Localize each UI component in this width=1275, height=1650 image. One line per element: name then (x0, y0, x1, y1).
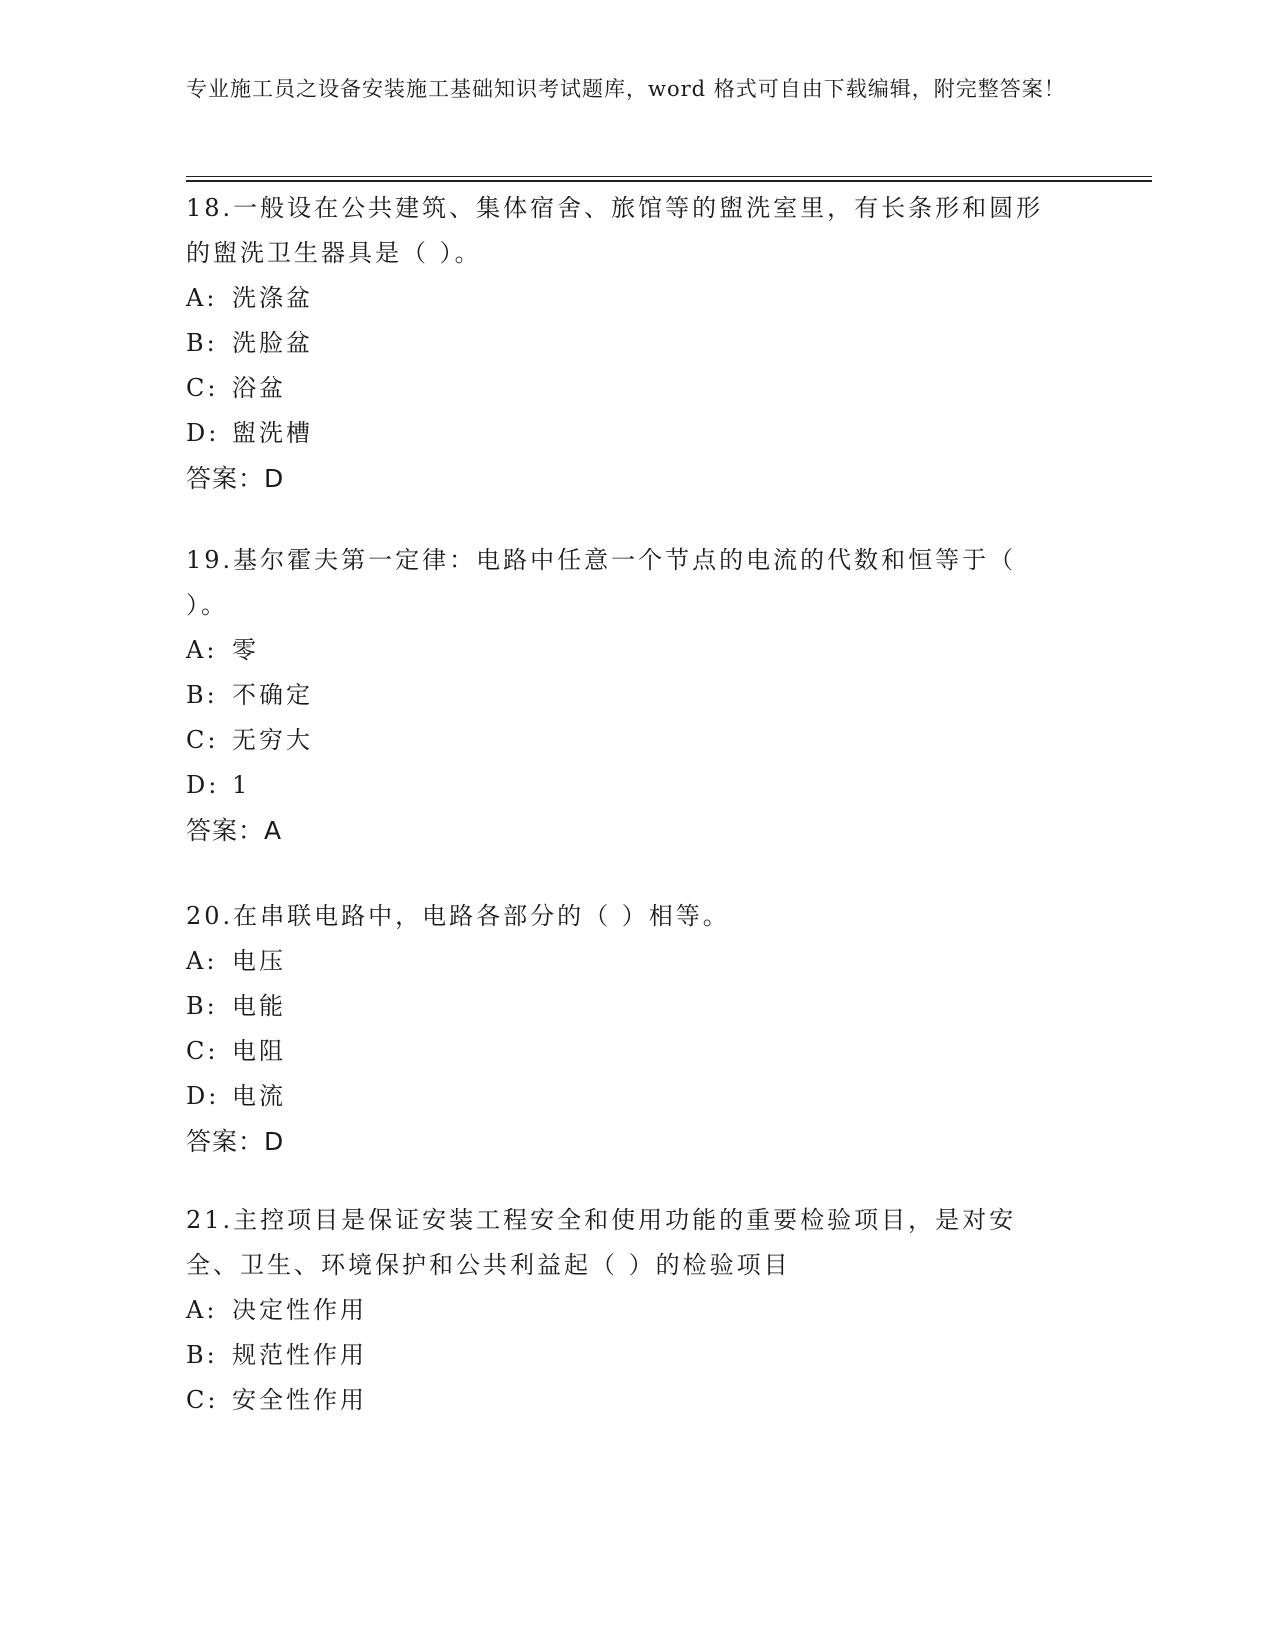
option-letter: C: (186, 1037, 219, 1065)
option-text: 盥洗槽 (232, 419, 313, 447)
option-c (186, 1029, 1066, 1074)
option-letter: B: (186, 329, 218, 357)
question-stem: 19.基尔霍夫第一定律：电路中任意一个节点的电流的代数和恒等于（ ）。 (186, 546, 1017, 619)
header-divider-thick (186, 180, 1152, 182)
question-18 (186, 186, 1066, 501)
option-letter: D: (186, 1082, 220, 1110)
option-text: 不确定 (232, 681, 313, 709)
option-text: 决定性作用 (232, 1296, 367, 1324)
question-20 (186, 894, 1066, 1164)
option-text: 洗脸盆 (232, 329, 313, 357)
answer-line: 答案：A (186, 816, 283, 845)
option-text: 电压 (232, 947, 286, 975)
option-c (186, 366, 1066, 411)
option-text: 电能 (232, 992, 286, 1020)
option-text: 规范性作用 (232, 1341, 367, 1369)
header-divider-thin (186, 176, 1152, 177)
option-text: 浴盆 (232, 374, 286, 402)
option-d (186, 763, 1066, 808)
option-a (186, 939, 1066, 984)
option-letter: A: (186, 636, 218, 664)
answer-line: 答案：D (186, 1127, 285, 1156)
option-b (186, 673, 1066, 718)
option-b (186, 1333, 1066, 1378)
option-letter: C: (186, 726, 219, 754)
option-b (186, 984, 1066, 1029)
option-letter: D: (186, 419, 220, 447)
option-a (186, 628, 1066, 673)
option-a (186, 1288, 1066, 1333)
answer-line: 答案：D (186, 464, 285, 493)
option-text: 电阻 (232, 1037, 286, 1065)
option-letter: A: (186, 1296, 218, 1324)
option-letter: C: (186, 374, 219, 402)
document-header: 专业施工员之设备安装施工基础知识考试题库，word 格式可自由下载编辑，附完整答案！ (186, 77, 1066, 101)
option-text: 电流 (232, 1082, 286, 1110)
option-d (186, 411, 1066, 456)
option-letter: B: (186, 1341, 218, 1369)
option-letter: C: (186, 1386, 219, 1414)
option-letter: A: (186, 284, 218, 312)
option-c (186, 1378, 1066, 1423)
question-stem: 21.主控项目是保证安装工程安全和使用功能的重要检验项目，是对安全、卫生、环境保护和公共利益起（ ）的检验项目 (186, 1206, 1017, 1279)
question-19 (186, 538, 1066, 853)
option-letter: D: (186, 771, 220, 799)
option-d (186, 1074, 1066, 1119)
option-letter: B: (186, 992, 218, 1020)
option-a (186, 276, 1066, 321)
option-text: 安全性作用 (232, 1386, 367, 1414)
option-b (186, 321, 1066, 366)
question-stem: 20.在串联电路中，电路各部分的（ ）相等。 (186, 902, 730, 930)
option-letter: A: (186, 947, 218, 975)
option-text: 零 (232, 636, 259, 664)
option-letter: B: (186, 681, 218, 709)
option-text: 洗涤盆 (232, 284, 313, 312)
option-text: 1 (232, 771, 251, 799)
option-text: 无穷大 (232, 726, 313, 754)
question-stem: 18.一般设在公共建筑、集体宿舍、旅馆等的盥洗室里，有长条形和圆形的盥洗卫生器具是（ ）。 (186, 194, 1044, 267)
question-21 (186, 1198, 1066, 1423)
option-c (186, 718, 1066, 763)
